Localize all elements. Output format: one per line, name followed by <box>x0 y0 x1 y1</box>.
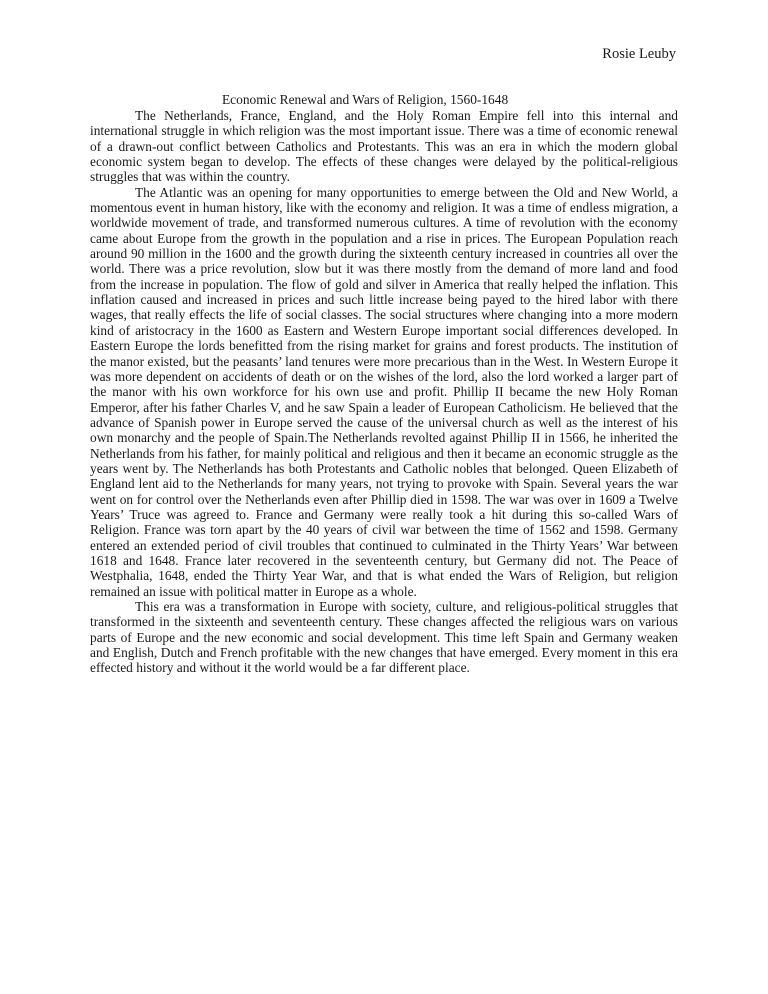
essay-body <box>90 108 678 676</box>
paragraph-conclusion: This era was a transformation in Europe with society, culture, and religious-political struggles that transformed in the sixteenth and seventeenth century. These changes affected the religious wars on various parts of Europe and the new economic and social development. This time left Spain and Germany weaken and English, Dutch and French profitable with the new changes that have emerged. Every moment in this era effected history and without it the world would be a far different place. <box>90 599 678 676</box>
paragraph-introduction: The Netherlands, France, England, and the Holy Roman Empire fell into this internal and international struggle in which religion was the most important issue. There was a time of economic renewal of a drawn-out conflict between Catholics and Protestants. This was an era in which the modern global economic system began to develop. The effects of these changes were delayed by the political-religious struggles that was within the country. <box>90 108 678 185</box>
author-name: Rosie Leuby <box>602 46 676 62</box>
essay-title: Economic Renewal and Wars of Religion, 1560-1648 <box>222 92 509 107</box>
paragraph-main: The Atlantic was an opening for many opportunities to emerge between the Old and New World, a momentous event in human history, like with the economy and religion. It was a time of endless migration, a worldwide movement of trade, and transformed numerous cultures. A time of revolution with the economy came about Europe from the growth in the population and a rise in prices. The European Population reach around 90 million in the 1600 and the growth during the sixteenth century increased in countries all over the world. There was a price revolution, slow but it was there mostly from the demand of more land and food from the increase in population. The flow of gold and silver in America that really helped the inflation. This inflation caused and increased in prices and such little increase being payed to the hired labor with there wages, that really effects the life of social classes. The social structures where changing into a more modern kind of aristocracy in the 1600 as Eastern and Western Europe important social differences developed. In Eastern Europe the lords benefitted from the rising market for grains and forest products. The institution of the manor existed, but the peasants’ land tenures were more precarious than in the West. In Western Europe it was more dependent on accidents of death or on the wishes of the lord, also the lord worked a larger part of the manor with his own workforce for his own use and profit. Phillip II became the new Holy Roman Emperor, after his father Charles V, and he saw Spain a leader of European Catholicism. He believed that the advance of Spanish power in Europe served the cause of the universal church as well as the interest of his own monarchy and the people of Spain.The Netherlands revolted against Phillip II in 1566, he inherited the Netherlands from his father, for mainly political and religious and then it became an economic struggle as the years went by. The Netherlands has both Protestants and Catholic nobles that belonged. Queen Elizabeth of England lent aid to the Netherlands for many years, not trying to provoke with Spain. Several years the war went on for control over the Netherlands even after Phillip died in 1598. The war was over in 1609 a Twelve Years’ Truce was agreed to. France and Germany were really took a hit during this so-called Wars of Religion. France was torn apart by the 40 years of civil war between the time of 1562 and 1598. Germany entered an extended period of civil troubles that continued to culminated in the Thirty Years’ War between 1618 and 1648. France later recovered in the seventeenth century, but Germany did not. The Peace of Westphalia, 1648, ended the Thirty Year War, and that is what ended the Wars of Religion, but religion remained an issue with political matter in Europe as a whole. <box>90 184 678 599</box>
